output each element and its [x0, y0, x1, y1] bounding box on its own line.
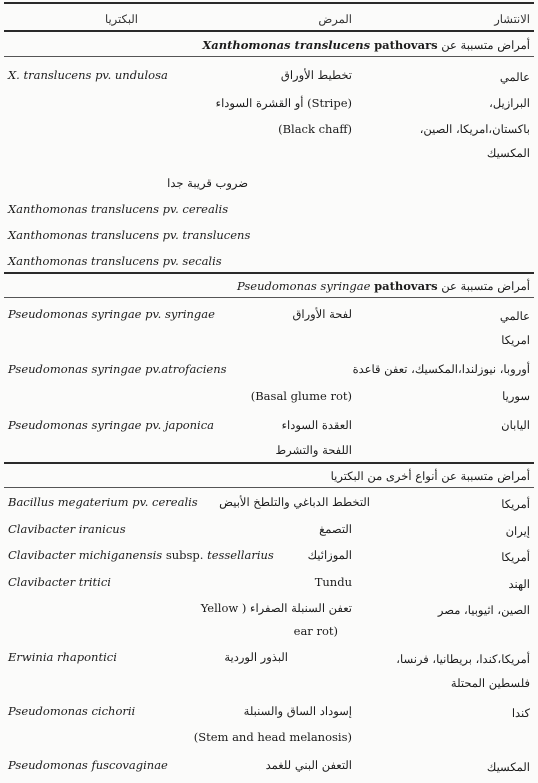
distribution-text: اليابان — [501, 418, 530, 432]
section-rule — [4, 297, 534, 298]
disease-name: (ear rot — [293, 624, 338, 638]
section-rule — [4, 487, 534, 488]
disease-name: التصمغ — [319, 522, 352, 536]
section-title-pseudomonas — [237, 279, 530, 293]
bacteria-name: Pseudomonas syringae pv. japonica — [8, 418, 215, 432]
disease-name: البذور الوردية — [224, 650, 288, 664]
distribution-text: المكسيك — [486, 760, 530, 774]
distribution-text: فلسطين المحتلة — [450, 676, 530, 690]
disease-name: (Stripe) أو القشرة السوداء — [215, 96, 352, 110]
bacteria-name: Pseudomonas cichorii — [8, 704, 136, 718]
related-pathovar: Xanthomonas translucens pv. translucens — [8, 228, 251, 242]
distribution-text: كندا — [511, 706, 530, 720]
section-rule — [4, 462, 534, 464]
distribution-text: أمريكا — [501, 497, 530, 511]
section-rule — [4, 56, 534, 57]
distribution-text: عالمي — [499, 309, 530, 323]
disease-name: لفحة الأوراق — [292, 307, 352, 321]
section-title-other: أمراض متسببة عن أنواع أخرى من البكتريا — [330, 469, 530, 483]
bacteria-subsp-italic: tessellarius — [207, 548, 274, 562]
bacteria-name: Erwinia rhapontici — [8, 650, 117, 664]
section-title-organism: Pseudomonas syringae — [236, 279, 371, 293]
bacteria-name: Clavibacter iranicus — [8, 522, 126, 536]
bacteria-name: Clavibacter tritici — [8, 575, 111, 589]
distribution-text: البرازيل، — [489, 96, 530, 110]
bacteria-name: Pseudomonas fuscovaginae — [8, 758, 168, 772]
bacteria-name — [8, 548, 274, 562]
bacteria-name-italic: Clavibacter michiganensis — [8, 548, 163, 562]
distribution-text: الهند — [508, 577, 530, 591]
section-title-pathovars: pathovars — [374, 38, 438, 52]
section-title-organism: Xanthomonas translucens — [202, 38, 371, 52]
header-bacteria: البكتريا — [104, 12, 138, 26]
disease-name: العقدة السوداء — [281, 418, 352, 432]
header-disease: المرض — [318, 12, 352, 26]
header-distribution: الانتشار — [494, 12, 530, 26]
distribution-text: الصين، اثيوبيا، مصر — [437, 603, 530, 617]
disease-name: أوروبا، نيوزلندا،المكسيك، تعفن قاعدة — [352, 362, 530, 376]
distribution-text: سوريا — [502, 389, 530, 403]
distribution-text: أمريكا — [501, 550, 530, 564]
disease-name: اللفحة والتشرط — [275, 443, 352, 457]
disease-name: تعفن السنبلة الصفراء ( Yellow — [200, 601, 352, 615]
bacteria-name: Pseudomonas syringae pv.atrofaciens — [8, 362, 227, 376]
section-title-ar: أمراض متسببة عن — [441, 279, 530, 293]
distribution-text: إيران — [505, 524, 530, 538]
bacteria-name: Bacillus megaterium pv. cerealis — [8, 495, 198, 509]
top-rule — [4, 2, 534, 4]
disease-name: التخطط الدباغي والتلطخ الأبيض — [219, 495, 370, 509]
bacteria-subsp: subsp. — [165, 548, 208, 562]
related-pathovar: Xanthomonas translucens pv. secalis — [8, 254, 222, 268]
disease-name: (Black chaff) — [278, 122, 352, 136]
disease-name: التعفن البني للغمد — [265, 758, 352, 772]
distribution-text: عالمي — [499, 70, 530, 84]
related-pathovar: Xanthomonas translucens pv. cerealis — [8, 202, 229, 216]
header-rule — [4, 30, 534, 32]
distribution-text: باكستان،امريكا، الصين، — [419, 122, 530, 136]
bacteria-name: X. translucens pv. undulosa — [8, 68, 168, 82]
distribution-text: امريكا — [501, 333, 530, 347]
section-rule — [4, 272, 534, 274]
disease-name: الموزائيك — [307, 548, 352, 562]
bacteria-name: Pseudomonas syringae pv. syringae — [8, 307, 215, 321]
distribution-text: المكسيك — [486, 146, 530, 160]
section-title-xanthomonas — [202, 38, 530, 52]
disease-name: Tundu — [314, 575, 352, 589]
disease-name: (Basal glume rot) — [250, 389, 352, 403]
disease-name: تخطيط الأوراق — [280, 68, 352, 82]
section-title-pathovars: pathovars — [374, 279, 438, 293]
disease-name: إسوداد الساق والسنبلة — [243, 704, 352, 718]
distribution-text: أمريكا،كندا، بريطانيا، فرنسا، — [396, 652, 530, 666]
section-title-ar: أمراض متسببة عن — [441, 38, 530, 52]
related-pathovars-note: ضروب قريبة جدا — [167, 176, 248, 190]
disease-name: (Stem and head melanosis) — [193, 730, 352, 744]
